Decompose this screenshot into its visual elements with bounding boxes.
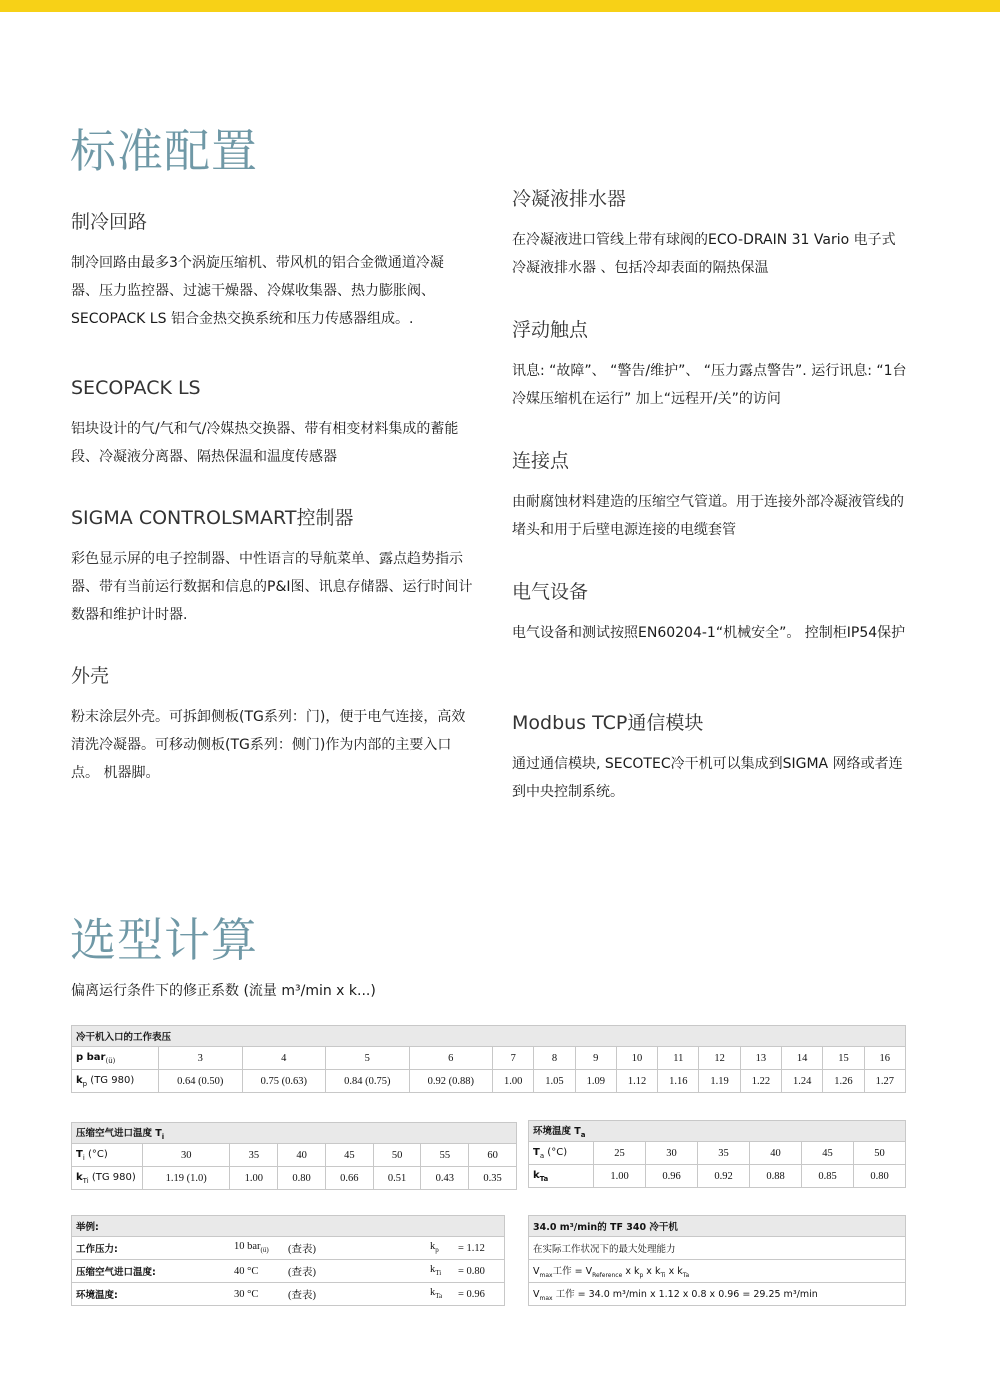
section-text: 电气设备和测试按照EN60204-1“机械安全”。 控制柜IP54保护: [512, 624, 906, 641]
table-cell: 7: [493, 1047, 534, 1070]
table-cell: 1.19: [699, 1070, 740, 1093]
table-cell: 1.05: [534, 1070, 575, 1093]
table-cell: 45: [325, 1144, 373, 1167]
table-cell: 0.88: [750, 1165, 802, 1188]
section-connections: [512, 449, 908, 544]
table-cell: 11: [658, 1047, 699, 1070]
row-label: $T_i$ (°C): [72, 1144, 143, 1167]
example-note: (查表): [284, 1260, 426, 1283]
table-row: [72, 1167, 517, 1190]
table-header: 冷干机入口的工作表压: [72, 1026, 906, 1047]
example-value: 30 °C: [230, 1283, 284, 1306]
example-label: 环境温度:: [72, 1283, 231, 1306]
table-cell: 0.84 (0.75): [326, 1070, 410, 1093]
table-cell: 0.64 (0.50): [159, 1070, 243, 1093]
example-factor: $k_{Ta}$: [426, 1283, 454, 1306]
table-cell: 0.43: [421, 1167, 469, 1190]
table-cell: 0.75 (0.63): [242, 1070, 326, 1093]
table-row: [72, 1070, 906, 1093]
section-heading: Modbus TCP通信模块: [512, 712, 704, 734]
example-note: (查表): [284, 1237, 426, 1260]
table-cell: 1.26: [823, 1070, 864, 1093]
table-cell: 35: [698, 1142, 750, 1165]
table-cell: 1.00: [594, 1165, 646, 1188]
section-modbus: [512, 711, 908, 806]
table-cell: 14: [782, 1047, 823, 1070]
table-cell: 4: [242, 1047, 326, 1070]
section-secopack: [71, 376, 471, 471]
table-row: [72, 1047, 906, 1070]
inlet-temp-factor-table: [71, 1122, 517, 1190]
table-header: 举例:: [72, 1216, 505, 1237]
table-cell: 6: [409, 1047, 493, 1070]
row-label: $T_a$ (°C): [529, 1142, 594, 1165]
table-cell: 8: [534, 1047, 575, 1070]
table-cell: 1.27: [864, 1070, 905, 1093]
section-heading: 外壳: [71, 665, 110, 687]
table-cell: 0.80: [278, 1167, 326, 1190]
example-factor-value: = 1.12: [454, 1237, 505, 1260]
table-cell: 35: [230, 1144, 278, 1167]
table-cell: 0.92: [698, 1165, 750, 1188]
section-refrigeration: [71, 210, 471, 333]
table-cell: 1.24: [782, 1070, 823, 1093]
result-table: [528, 1215, 906, 1306]
table-row: [529, 1165, 906, 1188]
table-cell: 0.51: [373, 1167, 421, 1190]
pressure-factor-table: [71, 1025, 906, 1093]
table-cell: 5: [326, 1047, 410, 1070]
table-cell: 45: [802, 1142, 854, 1165]
section-heading: 冷凝液排水器: [512, 188, 627, 210]
section-heading: SECOPACK LS: [71, 377, 201, 399]
result-calculation: $V_{max}$ 工作 = 34.0 m³/min x 1.12 x 0.8 x 0.96 = 29.25 m³/min: [529, 1283, 906, 1306]
section-housing: [71, 664, 471, 787]
calc-title: 选型计算: [70, 913, 258, 967]
section-electrical: [512, 580, 908, 647]
section-text: 彩色显示屏的电子控制器、中性语言的导航菜单、露点趋势指示器、带有当前运行数据和信息的P&I图、讯息存储器、运行时间计数器和维护计时器.: [71, 550, 473, 623]
section-heading: 连接点: [512, 450, 570, 472]
row-label: p bar$_{(ü)}$: [72, 1047, 159, 1070]
table-cell: 0.66: [325, 1167, 373, 1190]
table-cell: 0.35: [469, 1167, 517, 1190]
section-heading: SIGMA CONTROLSMART控制器: [71, 507, 354, 529]
example-factor: $k_{Ti}$: [426, 1260, 454, 1283]
example-factor-value: = 0.96: [454, 1283, 505, 1306]
section-text: 讯息: “故障”、 “警告/维护”、 “压力露点警告”. 运行讯息: “1台冷媒压缩机在运行” 加上“远程开/关”的访问: [512, 362, 907, 407]
table-row: [72, 1144, 517, 1167]
table-header: 34.0 m³/min的 TF 340 冷干机: [529, 1216, 906, 1237]
section-heading: 电气设备: [512, 581, 589, 603]
section-heading: 浮动触点: [512, 319, 589, 341]
table-cell: 0.85: [802, 1165, 854, 1188]
table-cell: 1.19 (1.0): [143, 1167, 230, 1190]
table-cell: 1.22: [740, 1070, 781, 1093]
section-text: 粉末涂层外壳。可拆卸侧板(TG系列：门)，便于电气连接，高效清洗冷凝器。可移动侧板(TG系列：侧门)作为内部的主要入口点。 机器脚。: [71, 708, 466, 781]
table-cell: 15: [823, 1047, 864, 1070]
example-factor: $k_p$: [426, 1237, 454, 1260]
example-value: 10 bar$_{(ü)}$: [230, 1237, 284, 1260]
section-drain: [512, 187, 908, 282]
section-contacts: [512, 318, 908, 413]
table-header: 环境温度 $T_a$: [529, 1121, 906, 1142]
row-label: $k_{Ta}$: [529, 1165, 594, 1188]
table-cell: 55: [421, 1144, 469, 1167]
example-label: 工作压力:: [72, 1237, 231, 1260]
section-text: 制冷回路由最多3个涡旋压缩机、带风机的铝合金微通道冷凝器、压力监控器、过滤干燥器、冷媒收集器、热力膨胀阀、SECOPACK LS 铝合金热交换系统和压力传感器组成。.: [71, 254, 444, 327]
calc-subtitle: 偏离运行条件下的修正系数 (流量 m³/min x k...): [71, 983, 376, 999]
row-label: $k_p$ (TG 980): [72, 1070, 159, 1093]
section-controller: [71, 506, 476, 629]
row-label: $k_{Ti}$ (TG 980): [72, 1167, 143, 1190]
section-text: 铝块设计的气/气和气/冷媒热交换器、带有相变材料集成的蓄能段、冷凝液分离器、隔热保温和温度传感器: [71, 420, 459, 465]
table-cell: 40: [750, 1142, 802, 1165]
table-cell: 9: [575, 1047, 616, 1070]
result-line: 在实际工作状况下的最大处理能力: [529, 1237, 906, 1260]
section-text: 通过通信模块, SECOTEC冷干机可以集成到SIGMA 网络或者连到中央控制系统。: [512, 755, 903, 800]
table-header: 压缩空气进口温度 $T_i$: [72, 1123, 517, 1144]
table-cell: 1.09: [575, 1070, 616, 1093]
table-row: [529, 1142, 906, 1165]
table-cell: 12: [699, 1047, 740, 1070]
table-row: [72, 1283, 505, 1306]
table-cell: 30: [646, 1142, 698, 1165]
section-text: 在冷凝液进口管线上带有球阀的ECO-DRAIN 31 Vario 电子式冷凝液排水器 、包括冷却表面的隔热保温: [512, 231, 896, 276]
section-text: 由耐腐蚀材料建造的压缩空气管道。用于连接外部冷凝液管线的堵头和用于后壁电源连接的电缆套管: [512, 493, 904, 538]
table-row: [72, 1237, 505, 1260]
table-cell: 1.00: [230, 1167, 278, 1190]
table-cell: 0.92 (0.88): [409, 1070, 493, 1093]
example-table: [71, 1215, 505, 1306]
page-title: 标准配置: [70, 124, 258, 178]
ambient-temp-factor-table: [528, 1120, 906, 1188]
example-label: 压缩空气进口温度:: [72, 1260, 231, 1283]
section-heading: 制冷回路: [71, 211, 148, 233]
table-cell: 13: [740, 1047, 781, 1070]
table-cell: 50: [373, 1144, 421, 1167]
table-cell: 25: [594, 1142, 646, 1165]
table-cell: 30: [143, 1144, 230, 1167]
table-cell: 50: [854, 1142, 906, 1165]
example-factor-value: = 0.80: [454, 1260, 505, 1283]
table-cell: 1.00: [493, 1070, 534, 1093]
table-cell: 1.12: [616, 1070, 657, 1093]
table-cell: 16: [864, 1047, 905, 1070]
accent-bar: [0, 0, 1000, 12]
table-cell: 40: [278, 1144, 326, 1167]
table-row: [72, 1260, 505, 1283]
example-note: (查表): [284, 1283, 426, 1306]
table-cell: 60: [469, 1144, 517, 1167]
table-cell: 0.80: [854, 1165, 906, 1188]
result-formula: $V_{max}$工作 = $V_{Reference}$ x $k_p$ x $k_{Ti}$ x $k_{Ta}$: [529, 1260, 906, 1283]
table-cell: 10: [616, 1047, 657, 1070]
table-cell: 3: [159, 1047, 243, 1070]
example-value: 40 °C: [230, 1260, 284, 1283]
table-cell: 0.96: [646, 1165, 698, 1188]
table-cell: 1.16: [658, 1070, 699, 1093]
